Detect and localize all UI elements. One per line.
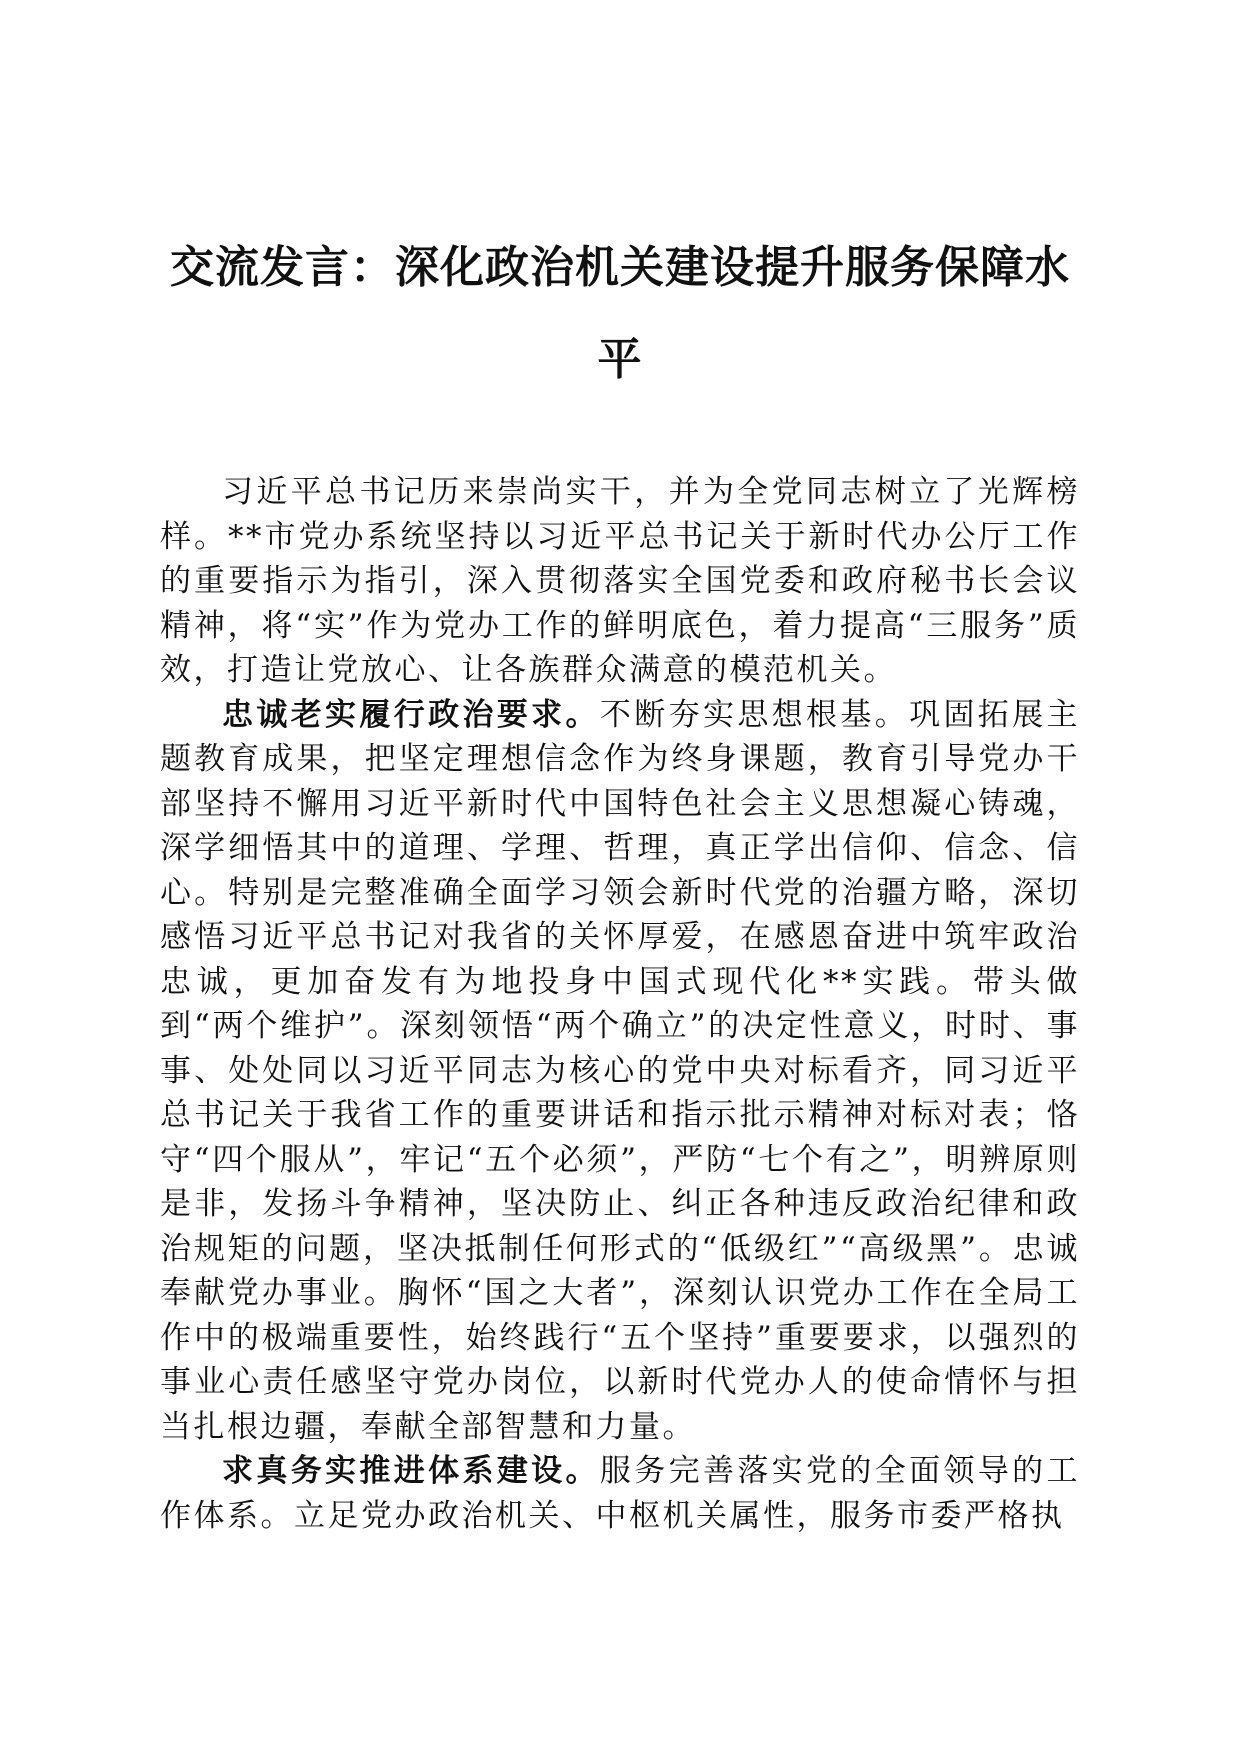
paragraph-system-lead: 求真务实推进体系建设。 (222, 1453, 600, 1489)
paragraph-intro (160, 470, 1080, 693)
paragraph-system-text: 服务完善落实党的全面领导的工作体系。立足党办政治机关、中枢机关属性，服务市委严格执 (160, 1453, 1081, 1534)
paragraph-system (160, 1449, 1080, 1538)
document-title: 交流发言：深化政治机关建设提升服务保障水平 (170, 242, 1070, 385)
paragraph-intro-text: 习近平总书记历来崇尚实干，并为全党同志树立了光辉榜样。**市党办系统坚持以习近平总书记关于新时代办公厅工作的重要指示为指引，深入贯彻落实全国党委和政府秘书长会议精神，将“实”作为党办工作的鲜明底色，着力提高“三服务”质效，打造让党放心、让各族群众满意的模范机关。 (160, 474, 1080, 688)
document-body (160, 470, 1080, 1538)
paragraph-loyalty-text: 不断夯实思想根基。巩固拓展主题教育成果，把坚定理想信念作为终身课题，教育引导党办干部坚持不懈用习近平新时代中国特色社会主义思想凝心铸魂，深学细悟其中的道理、学理、哲理，真正学出信仰、信念、信心。特别是完整准确全面学习领会新时代党的治疆方略，深切感悟习近平总书记对我省的关怀厚爱，在感恩奋进中筑牢政治忠诚，更加奋发有为地投身中国式现代化**实践。带头做到“两个维护”。深刻领悟“两个确立”的决定性意义，时时、事事、处处同以习近平同志为核心的党中央对标看齐，同习近平总书记关于我省工作的重要讲话和指示批示精神对标对表；恪守“四个服从”，牢记“五个必须”，严防“七个有之”，明辨原则是非，发扬斗争精神，坚决防止、纠正各种违反政治纪律和政治规矩的问题，坚决抵制任何形式的“低级红”“高级黑”。忠诚奉献党办事业。胸怀“国之大者”，深刻认识党办工作在全局工作中的极端重要性，始终践行“五个坚持”重要要求，以强烈的事业心责任感坚守党办岗位，以新时代党办人的使命情怀与担当扎根边疆，奉献全部智慧和力量。 (160, 696, 1081, 1445)
paragraph-loyalty-lead: 忠诚老实履行政治要求。 (222, 696, 600, 733)
paragraph-loyalty (160, 693, 1080, 1450)
